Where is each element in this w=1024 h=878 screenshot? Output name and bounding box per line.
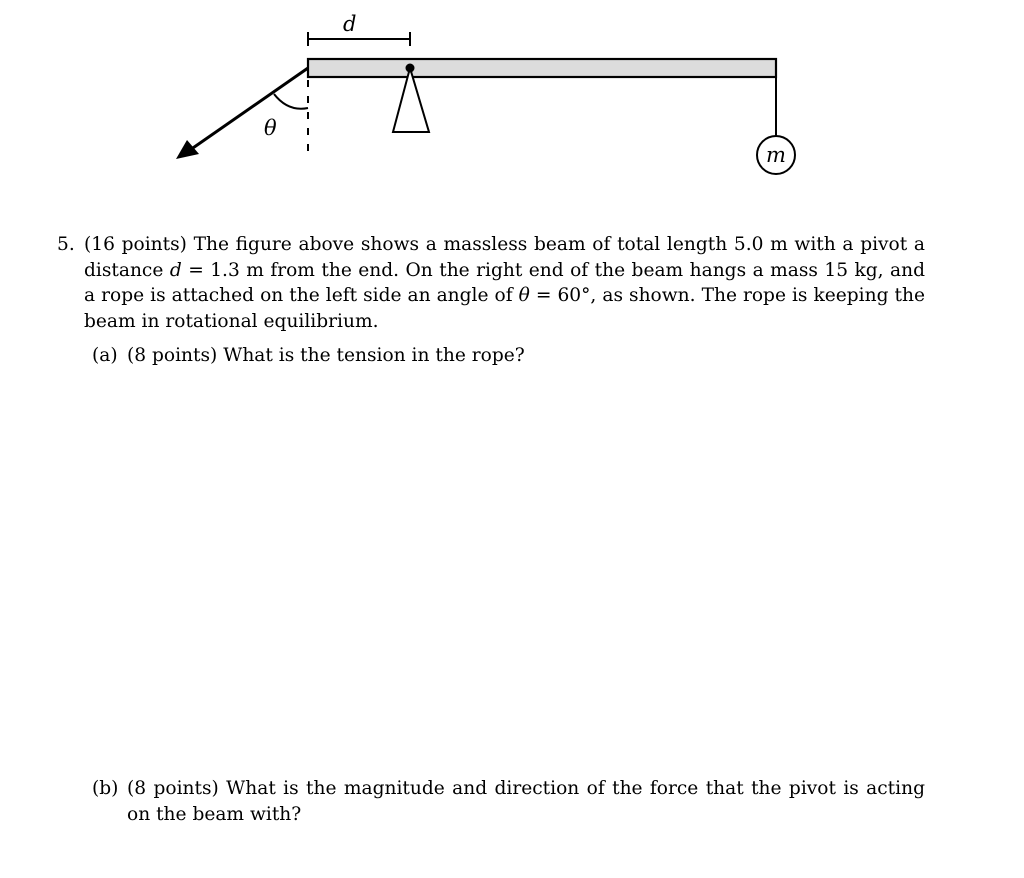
rope-arrow [176,68,308,159]
part-a [92,343,925,369]
part-b [92,776,925,827]
problem-text-2: = 1.3 m from the end. On the right end of the beam hangs a mass 15 kg, and a rope is attached on the left side an angle of [84,259,925,307]
problem-5 [57,232,925,334]
problem-text-1: The figure above shows a massless beam of total length 5.0 m with a pivot a distance [84,234,925,281]
distance-d-bracket [308,32,410,46]
problem-statement [84,232,925,334]
part-b-label: (b) [92,778,119,799]
problem-number: 5. [57,234,75,255]
part-a-label: (a) [92,345,118,366]
pivot-point [406,64,415,73]
problem-text-3: = 60°, as shown. The rope is keeping the beam in rotational equilibrium. [84,285,925,332]
problem-points: (16 points) [84,234,187,255]
variable-theta: θ [518,285,530,307]
label-m: m [766,143,786,167]
part-b-question [92,776,925,827]
variable-d: d [169,259,182,281]
part-a-text: What is the tension in the rope? [223,345,525,366]
part-b-points: (8 points) [127,778,219,799]
label-theta: θ [264,116,277,140]
part-b-text: What is the magnitude and direction of the force that the pivot is acting on the beam with? [127,778,925,825]
label-d: d [343,12,357,36]
part-a-points: (8 points) [127,345,218,366]
angle-arc [274,94,308,109]
part-a-question [92,343,925,369]
beam-diagram [0,0,1024,200]
beam [308,59,776,77]
